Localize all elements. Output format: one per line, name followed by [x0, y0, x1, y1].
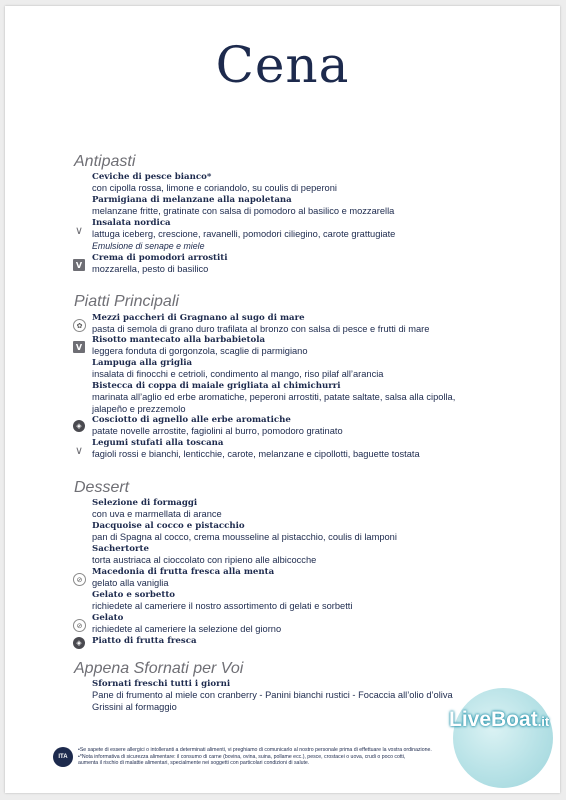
item-name: Mezzi paccheri di Gragnano al sugo di mare — [92, 313, 305, 323]
item-description: insalata di finocchi e cetrioli, condimento al mango, riso pilaf all’arancia — [92, 369, 384, 379]
section-antipasti-heading: Antipasti — [74, 153, 136, 170]
menu-item — [92, 613, 532, 636]
item-description: pan di Spagna al cocco, crema mousseline al pistacchio, coulis di lamponi — [92, 532, 397, 542]
item-name: Gelato e sorbetto — [92, 590, 176, 600]
section-dessert-heading: Dessert — [74, 479, 130, 496]
item-description: pasta di semola di grano duro trafilata al bronzo con salsa di pesce e frutti di mare — [92, 324, 430, 334]
item-name: Macedonia di frutta fresca alla menta — [92, 567, 275, 577]
signature-dish-icon: ◈ — [73, 637, 85, 649]
item-name: Lampuga alla griglia — [92, 358, 193, 368]
item-description: torta austriaca al cioccolato con ripieno alle albicocche — [92, 555, 317, 565]
chef-special-icon: ✿ — [73, 319, 86, 332]
vegetarian-v-icon: V — [73, 341, 85, 353]
menu-item — [92, 313, 532, 336]
item-description: melanzane fritte, gratinate con salsa di pomodoro al basilico e mozzarella — [92, 206, 395, 216]
menu-item — [92, 590, 532, 613]
liveboat-watermark — [445, 678, 563, 796]
vegetarian-leaf-icon: ∨ — [74, 223, 84, 237]
item-description-continued: jalapeño e prezzemolo — [92, 403, 186, 414]
item-name: Selezione di formaggi — [92, 498, 198, 508]
menu-item — [92, 636, 532, 647]
menu-item — [92, 358, 532, 381]
item-name: Legumi stufati alla toscana — [92, 438, 224, 448]
item-description: con uva e marmellata di arance — [92, 509, 222, 519]
item-description: marinata all’aglio ed erbe aromatiche, peperoni arrostiti, patate saltate, salsa alla cipolla, — [92, 392, 456, 402]
item-name: Cosciotto di agnello alle erbe aromatiche — [92, 415, 291, 425]
item-description: leggera fonduta di gorgonzola, scaglie di parmigiano — [92, 346, 308, 356]
language-badge: ITA — [53, 747, 73, 767]
no-sugar-icon: ⊘ — [73, 573, 86, 586]
item-name: Parmigiana di melanzane alla napoletana — [92, 195, 292, 205]
item-description: patate novelle arrostite, fagiolini al burro, pomodoro gratinato — [92, 426, 343, 436]
item-description: fagioli rossi e bianchi, lenticchie, carote, melanzane e cipollotti, baguette tostata — [92, 449, 420, 459]
item-description: lattuga iceberg, crescione, ravanelli, pomodori ciliegino, carote grattugiate — [92, 229, 396, 239]
item-name: Risotto mantecato alla barbabietola — [92, 335, 266, 345]
vegetarian-v-icon: V — [73, 259, 85, 271]
menu-item — [92, 567, 532, 590]
menu-item — [92, 498, 532, 521]
item-description: Pane di frumento al miele con cranberry - Panini bianchi rustici - Focaccia all’olio d’oliva — [92, 690, 453, 700]
item-name: Piatto di frutta fresca — [92, 636, 197, 646]
menu-item — [92, 253, 532, 276]
allergy-footnote — [78, 747, 468, 767]
menu-item — [92, 544, 532, 567]
item-note: Emulsione di senape e miele — [92, 240, 205, 251]
item-description: con cipolla rossa, limone e coriandolo, su coulis di peperoni — [92, 183, 337, 193]
item-name: Sachertorte — [92, 544, 149, 554]
menu-item — [92, 381, 532, 415]
globe-logo-icon — [453, 688, 553, 788]
menu-page — [5, 6, 560, 793]
item-description: mozzarella, pesto di basilico — [92, 264, 209, 274]
item-name: Crema di pomodori arrostiti — [92, 253, 228, 263]
item-description: gelato alla vaniglia — [92, 578, 169, 588]
item-name: Bistecca di coppa di maiale grigliata al chimichurri — [92, 381, 341, 391]
item-name: Gelato — [92, 613, 124, 623]
section-principali-heading: Piatti Principali — [74, 293, 179, 310]
item-name: Sfornati freschi tutti i giorni — [92, 679, 231, 689]
vegetarian-leaf-icon: ∨ — [74, 443, 84, 457]
no-sugar-icon: ⊘ — [73, 619, 86, 632]
menu-item — [92, 438, 532, 461]
page-title: Cena — [215, 36, 350, 94]
signature-dish-icon: ◈ — [73, 420, 85, 432]
item-description: richiedete al cameriere il nostro assortimento di gelati e sorbetti — [92, 601, 353, 611]
watermark-logo-text: LiveBoat.it — [449, 708, 550, 731]
menu-item — [92, 335, 532, 358]
menu-item — [92, 172, 532, 195]
item-name: Insalata nordica — [92, 218, 171, 228]
menu-item — [92, 521, 532, 544]
section-sfornati-heading: Appena Sfornati per Voi — [74, 660, 244, 677]
footnote-line: •*Nota informativa di sicurezza alimentare: il consumo di carne (bovina, ovina, suina, pollame ecc.), pesce, crostacei o uova, crudi o poco cotti, — [78, 753, 406, 760]
item-description-continued: Grissini al formaggio — [92, 701, 177, 712]
menu-item — [92, 218, 532, 252]
footnote-line: aumenta il rischio di malattie alimentari, specialmente nei soggetti con particolari condizioni di salute. — [78, 760, 310, 767]
item-name: Ceviche di pesce bianco* — [92, 172, 212, 182]
footnote-line: •Se sapete di essere allergici o intolleranti a determinati alimenti, vi preghiamo di comunicarlo al nostro personale prima di effettuare la vostra ordinazione. — [78, 747, 432, 753]
item-description: richiedete al cameriere la selezione del giorno — [92, 624, 282, 634]
menu-item — [92, 195, 532, 218]
menu-item — [92, 415, 532, 438]
item-name: Dacquoise al cocco e pistacchio — [92, 521, 245, 531]
